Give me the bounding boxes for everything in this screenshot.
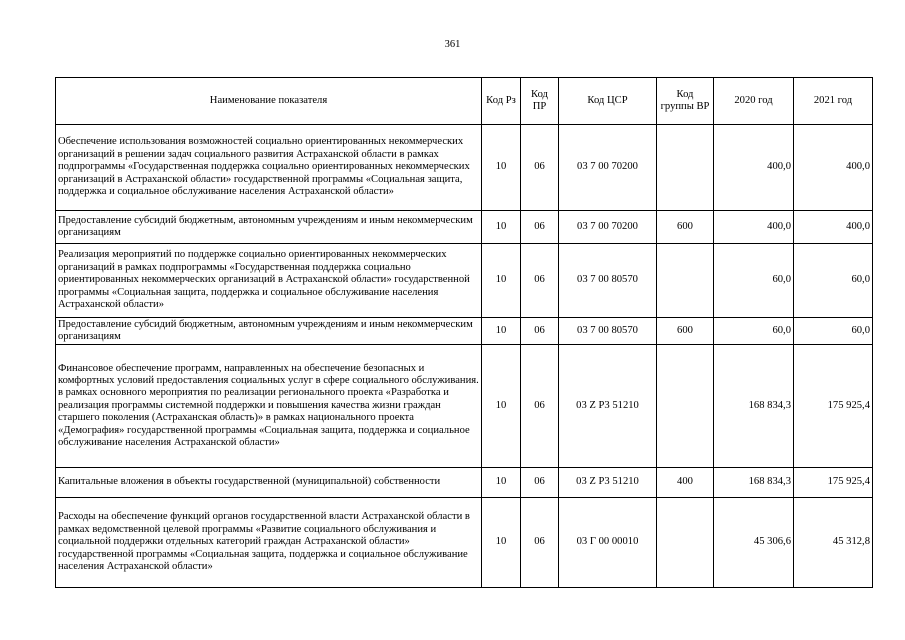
- row-2021: 400,0: [794, 211, 873, 244]
- row-pr: 06: [521, 211, 559, 244]
- row-name: Капитальные вложения в объекты государственной (муниципальной) собственности: [56, 468, 482, 498]
- row-vr: [657, 498, 714, 588]
- table-row: [56, 211, 873, 244]
- header-vr: Код группы ВР: [657, 78, 714, 125]
- header-rz: Код Рз: [482, 78, 521, 125]
- header-2021: 2021 год: [794, 78, 873, 125]
- header-name: Наименование показателя: [56, 78, 482, 125]
- row-name: Реализация мероприятий по поддержке социально ориентированных некоммерческих организаций в рамках подпрограммы «Государственная поддержка социально ориентированных некоммерческих организаций в Астраханской области» государственной программы «Социальная защита, поддержка и социальное обслуживание населения Астраханской области»: [56, 244, 482, 318]
- row-2020: 400,0: [714, 125, 794, 211]
- row-2020: 168 834,3: [714, 468, 794, 498]
- row-name: Обеспечение использования возможностей социально ориентированных некоммерческих организаций в решении задач социального развития Астраханской области в рамках подпрограммы «Государственная поддержка социально ориентированных некоммерческих организаций в Астраханской области» государственной программы «Социальная защита, поддержка и социальное обслуживание населения Астраханской области»: [56, 125, 482, 211]
- row-pr: 06: [521, 345, 559, 468]
- row-csr: 03 Z P3 51210: [559, 468, 657, 498]
- header-row: [56, 78, 873, 125]
- row-2020: 60,0: [714, 244, 794, 318]
- row-2020: 400,0: [714, 211, 794, 244]
- table-row: [56, 468, 873, 498]
- row-csr: 03 Z P3 51210: [559, 345, 657, 468]
- row-2021: 45 312,8: [794, 498, 873, 588]
- table-row: [56, 244, 873, 318]
- table-row: [56, 345, 873, 468]
- table-header: [56, 78, 873, 125]
- row-vr: 400: [657, 468, 714, 498]
- row-csr: 03 7 00 70200: [559, 125, 657, 211]
- row-rz: 10: [482, 125, 521, 211]
- row-csr: 03 7 00 80570: [559, 244, 657, 318]
- budget-table: [55, 77, 873, 588]
- row-name: Предоставление субсидий бюджетным, автономным учреждениям и иным некоммерческим организациям: [56, 211, 482, 244]
- header-2020: 2020 год: [714, 78, 794, 125]
- row-2020: 60,0: [714, 318, 794, 345]
- row-name: Финансовое обеспечение программ, направленных на обеспечение безопасных и комфортных условий предоставления социальных услуг в сфере социального обслуживания. в рамках основного мероприятия по реализации регионального проекта «Разработка и реализация программы системной поддержки и повышения качества жизни граждан старшего поколения (Астраханская область)» в рамках национального проекта «Демография» государственной программы «Социальная защита, поддержка и социальное обслуживание населения Астраханской области»: [56, 345, 482, 468]
- row-rz: 10: [482, 318, 521, 345]
- row-pr: 06: [521, 498, 559, 588]
- row-rz: 10: [482, 244, 521, 318]
- row-csr: 03 7 00 70200: [559, 211, 657, 244]
- row-pr: 06: [521, 468, 559, 498]
- table-row: [56, 125, 873, 211]
- row-name: Предоставление субсидий бюджетным, автономным учреждениям и иным некоммерческим организациям: [56, 318, 482, 345]
- row-vr: [657, 125, 714, 211]
- row-2021: 175 925,4: [794, 345, 873, 468]
- row-2020: 45 306,6: [714, 498, 794, 588]
- row-pr: 06: [521, 318, 559, 345]
- row-2021: 400,0: [794, 125, 873, 211]
- row-rz: 10: [482, 468, 521, 498]
- row-vr: [657, 345, 714, 468]
- row-vr: [657, 244, 714, 318]
- header-csr: Код ЦСР: [559, 78, 657, 125]
- row-pr: 06: [521, 125, 559, 211]
- row-vr: 600: [657, 211, 714, 244]
- row-2020: 168 834,3: [714, 345, 794, 468]
- table-row: [56, 318, 873, 345]
- row-vr: 600: [657, 318, 714, 345]
- row-rz: 10: [482, 345, 521, 468]
- row-2021: 60,0: [794, 318, 873, 345]
- row-pr: 06: [521, 244, 559, 318]
- row-csr: 03 7 00 80570: [559, 318, 657, 345]
- table-body: [56, 125, 873, 588]
- table-row: [56, 498, 873, 588]
- row-rz: 10: [482, 498, 521, 588]
- row-2021: 60,0: [794, 244, 873, 318]
- page-number: 361: [444, 39, 461, 50]
- row-csr: 03 Г 00 00010: [559, 498, 657, 588]
- row-rz: 10: [482, 211, 521, 244]
- row-2021: 175 925,4: [794, 468, 873, 498]
- row-name: Расходы на обеспечение функций органов государственной власти Астраханской области в рамках ведомственной целевой программы «Развитие социального обслуживания и социальной поддержки отдельных категорий граждан Астраханской области» государственной программы «Социальная защита, поддержка и социальное обслуживание населения Астраханской области»: [56, 498, 482, 588]
- header-pr: Код ПР: [521, 78, 559, 125]
